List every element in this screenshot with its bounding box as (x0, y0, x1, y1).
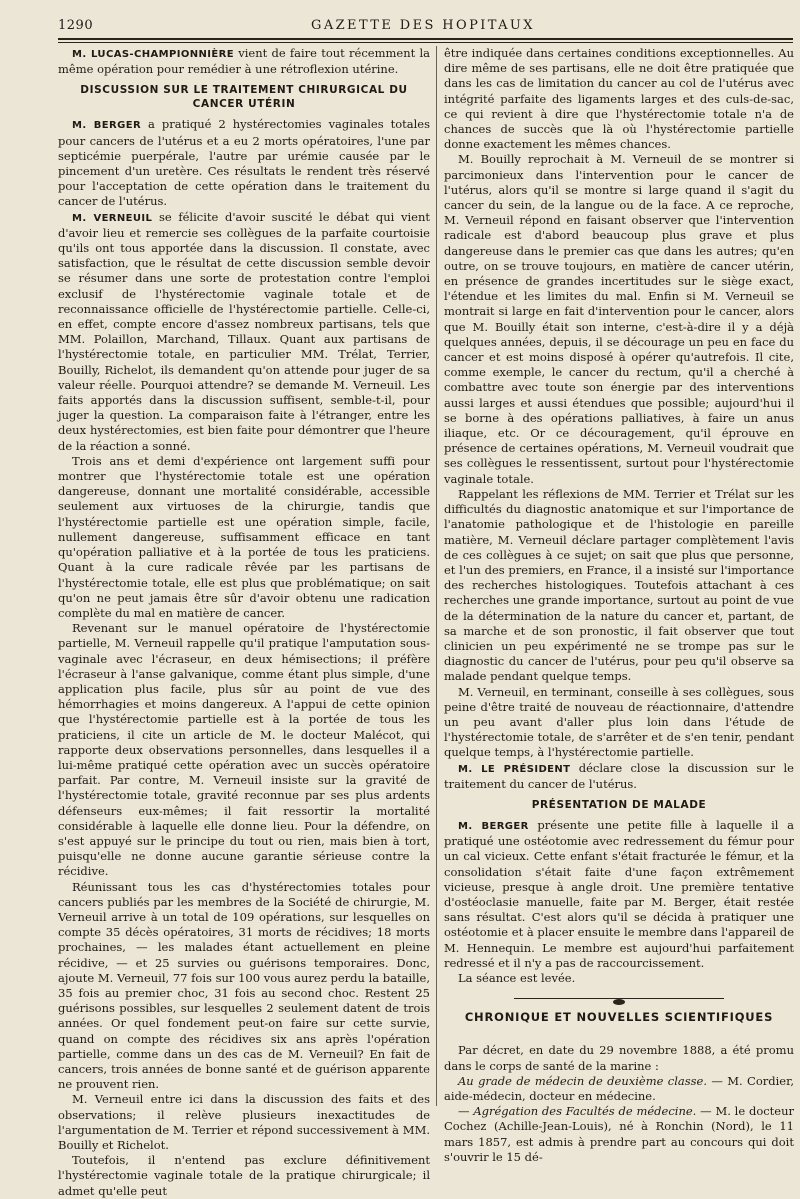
paragraph (444, 1074, 794, 1104)
paragraph: Toutefois, il n'entend pas exclure définitivement l'hystérectomie vaginale totale de la pratique chirurgicale; il admet qu'elle peut (58, 1153, 430, 1198)
paragraph-text: se félicite d'avoir suscité le débat qui vient d'avoir lieu et remercie ses collègues de la parfaite courtoisie qu'ils ont tous apportée dans la discussion. Il constate, avec satisfaction, que le résultat de cette discussion semble devoir se résumer dans une sorte de protestation contre l'emploi exclusif de l'hystérectomie vaginale totale et de reconnaissance officielle de l'hystérectomie partielle. Celle-ci, en effet, compte encore d'assez nombreux partisans, tels que MM. Polaillon, Marchand, Tillaux. Quant aux partisans de l'hystérectomie totale, en particulier MM. Trélat, Terrier, Bouilly, Richelot, ils demandent qu'on attende pour juger de sa valeur réelle. Pourquoi attendre? se demande M. Verneuil. Les faits apportés dans la discussion suffisent, semble-t-il, pour juger la question. La comparaison faite à l'étranger, entre les deux hystérectomies, est bien faite pour démontrer que l'heure de la réaction a sonné. (58, 209, 430, 453)
journal-title: GAZETTE DES HOPITAUX (311, 18, 535, 33)
speaker-name: M. LUCAS-CHAMPIONNIÈRE (72, 49, 234, 60)
page-header (58, 14, 788, 34)
paragraph-text: — M. Cordier, aide-médecin, docteur en médecine. (444, 1073, 794, 1103)
paragraph: La séance est levée. (458, 970, 576, 985)
paragraph: Trois ans et demi d'expérience ont largement suffi pour montrer que l'hystérectomie totale est une opération dangereuse, donnant une mortalité considérable, accessible seulement aux virtuoses de la chirurgie, tandis que l'hystérectomie partielle est une opération simple, facile, nullement dangereuse, suffisamment efficace en tant qu'opération palliative et à la portée de tous les praticiens. Quant à la cure radicale rêvée par les partisans de l'hystérectomie totale, elle est plus que problématique; on sait qu'on ne peut jamais être sûr d'avoir obtenu une radication complète du mal en matière de cancer. (58, 453, 430, 620)
ornament-dot (613, 999, 625, 1005)
section-title-presentation: PRÉSENTATION DE MALADE (531, 798, 707, 811)
column-divider (436, 46, 437, 1106)
right-column (444, 46, 794, 1165)
paragraph: Revenant sur le manuel opératoire de l'hystérectomie partielle, M. Verneuil rappelle qu'il pratique l'amputation sous-vaginale avec l'écraseur, en deux hémisections; il préfère l'écraseur à l'anse galvanique, comme étant plus simple, d'une application plus facile, plus sûr au point de vue des hémorrhagies et moins dangereux. A l'appui de cette opinion que l'hystérectomie partielle est à la portée de tous les praticiens, il cite un article de M. le docteur Malécot, qui rapporte deux observations personnelles, dans lesquelles il a lui-même pratiqué cette opération avec un succès opératoire parfait. Par contre, M. Verneuil insiste sur la gravité de l'hystérectomie totale, gravité reconnue par ses plus ardents défenseurs eux-mêmes; il fait ressortir la mortalité considérable à laquelle elle donne lieu. Pour la défendre, on s'est appuyé sur le principe du tout ou rien, mais bien à tort, puisqu'elle ne donne aucune garantie sérieuse contre la récidive. (58, 621, 430, 879)
page-number: 1290 (58, 18, 94, 33)
speaker-name: M. BERGER (458, 820, 529, 832)
paragraph-verneuil (58, 210, 430, 454)
paragraph-text: vient de faire tout récemment la même opération pour remédier à une rétroflexion utérine. (58, 46, 430, 77)
ornament-divider (444, 994, 794, 1004)
paragraph (444, 1104, 794, 1165)
paragraph-berger (444, 818, 794, 971)
paragraph-text: présente une petite fille à laquelle il a pratiqué une ostéotomie avec redressement du fémur pour un cal vicieux. Cette enfant s'était fracturée le fémur, et la consolidation s'était faite d'une façon extrêmement vicieuse, presque à angle droit. Une première tentative d'ostéoclasie manuelle, faite par M. Berger, était restée sans résultat. C'est alors qu'il se décida à pratiquer une ostéotomie et à placer ensuite le membre dans l'appareil de M. Hennequin. Le membre est aujourd'hui parfaitement redressé et il n'y a pas de raccourcissement. (444, 817, 794, 970)
ornament-line (614, 998, 724, 999)
section-title-discussion: DISCUSSION SUR LE TRAITEMENT CHIRURGICAL DU CANCER UTÉRIN (80, 84, 408, 111)
paragraph: Réunissant tous les cas d'hystérectomies totales pour cancers publiés par les membres de la Société de chirurgie, M. Verneuil arrive à un total de 109 opérations, sur lesquelles on compte 35 décès opératoires, 31 morts de récidives; 18 morts prochaines, — les malades étant actuellement en pleine récidive, — et 25 survies ou guérisons temporaires. Donc, ajoute M. Verneuil, 77 fois sur 100 vous aurez perdu la bataille, 35 fois au premier choc, 31 fois au second choc. Restent 25 guérisons possibles, sur lesquelles 2 seulement datent de trois années. Or quel fondement peut-on faire sur cette survie, quand on compte des récidives six ans après l'opération partielle, comme dans un des cas de M. Verneuil? En fait de cancers, trois années de bonne santé et de guérison apparente ne prouvent rien. (58, 879, 430, 1092)
paragraph: Par décret, en date du 29 novembre 1888, a été promu dans le corps de santé de la marine : (444, 1043, 794, 1073)
dash: — (458, 1104, 474, 1119)
paragraph-berger (58, 117, 430, 209)
paragraph-president (444, 761, 794, 792)
italic-text: Agrégation des Facultés de médecine. (473, 1104, 697, 1119)
header-rule (58, 38, 793, 40)
left-column (58, 46, 430, 1199)
paragraph-text: — M. le docteur Cochez (Achille-Jean-Louis), né à Ronchin (Nord), le 11 mars 1857, est admis à prendre part au concours qui doit s'ouvrir le 15 dé- (444, 1104, 795, 1164)
paragraph-text: a pratiqué 2 hystérectomies vaginales totales pour cancers de l'utérus et a eu 2 morts opératoires, l'une par septicémie puerpérale, l'autre par urémie causée par le pincement d'un uretère. Ces résultats le rendent très réservé pour l'acceptation de cette opération dans le traitement du cancer de l'utérus. (58, 117, 430, 209)
paragraph-text: déclare close la discussion sur le traitement du cancer de l'utérus. (444, 760, 794, 791)
ornament-line (514, 998, 624, 999)
section-title-chronicle: CHRONIQUE ET NOUVELLES SCIENTIFIQUES (464, 1010, 774, 1025)
paragraph: M. Verneuil, en terminant, conseille à ses collègues, sous peine d'être traité de nouveau de réactionnaire, d'attendre un peu avant d'aller plus loin dans l'étude de l'hystérectomie totale, de s'arrêter et de s'en tenir, pendant quelque temps, à l'hystérectomie partielle. (444, 684, 794, 760)
speaker-name: M. VERNEUIL (72, 212, 153, 224)
paragraph: Rappelant les réflexions de MM. Terrier et Trélat sur les difficultés du diagnostic anatomique et sur l'importance de l'anatomie pathologique et de l'histologie en pareille matière, M. Verneuil déclare partager complètement l'avis de ces collègues à ce sujet; on sait que plus que personne, et l'un des premiers, en France, il a insisté sur l'importance des recherches histologiques. Toutefois attachant à ces recherches une grande importance, surtout au point de vue de la détermination de la nature du cancer et, partant, de sa marche et de son pronostic, il fait observer que tout clinicien un peu expérimenté ne se trompe pas sur le diagnostic du cancer de l'utérus, pour peu qu'il observe sa malade pendant quelque temps. (444, 486, 794, 684)
header-rule-thin (58, 42, 793, 43)
intro-paragraph (58, 46, 430, 77)
italic-text: Au grade de médecin de deuxième classe. (458, 1073, 708, 1088)
speaker-name: M. BERGER (72, 120, 142, 132)
speaker-name: M. LE PRÉSIDENT (458, 763, 571, 775)
paragraph: M. Verneuil entre ici dans la discussion des faits et des observations; il relève plusieurs inexactitudes de l'argumentation de M. Terrier et répond successivement à MM. Bouilly et Richelot. (58, 1092, 430, 1153)
paragraph: être indiquée dans certaines conditions exceptionnelles. Au dire même de ses partisans, elle ne doit être pratiquée que dans les cas de limitation du cancer au col de l'utérus avec intégrité parfaite des ligaments larges et des culs-de-sac, ce qui revient à dire que l'hystérectomie totale n'a de chances de succès que là où l'hystérectomie partielle donne exactement les mêmes chances. (444, 46, 794, 152)
paragraph: M. Bouilly reprochait à M. Verneuil de se montrer si parcimonieux dans l'intervention pour le cancer de l'utérus, alors qu'il se montre si large quand il s'agit du cancer du sein, de la langue ou de la face. A ce reproche, M. Verneuil répond en faisant observer que l'intervention radicale est d'abord beaucoup plus grave et plus dangereuse dans le premier cas que dans les autres; qu'en outre, on se trouve toujours, en matière de cancer utérin, en présence de grandes incertitudes sur le siège exact, l'étendue et les limites du mal. Enfin si M. Verneuil se montrait si large en fait d'intervention pour le cancer, alors que M. Bouilly était son interne, c'est-à-dire il y a déjà quelques années, depuis, il se décourage un peu en face du cancer et est moins disposé à opérer qu'autrefois. Il cite, comme exemple, le cancer du rectum, qu'il a cherché à combattre avec toute son énergie par des interventions aussi larges et aussi étendues que possible; aujourd'hui il se borne à des opérations palliatives, à faire un anus iliaque, etc. Or ce découragement, qu'il éprouve en présence de certaines opérations, M. Verneuil voudrait que ses collègues le ressentissent, surtout pour l'hystérectomie vaginale totale. (444, 152, 794, 486)
